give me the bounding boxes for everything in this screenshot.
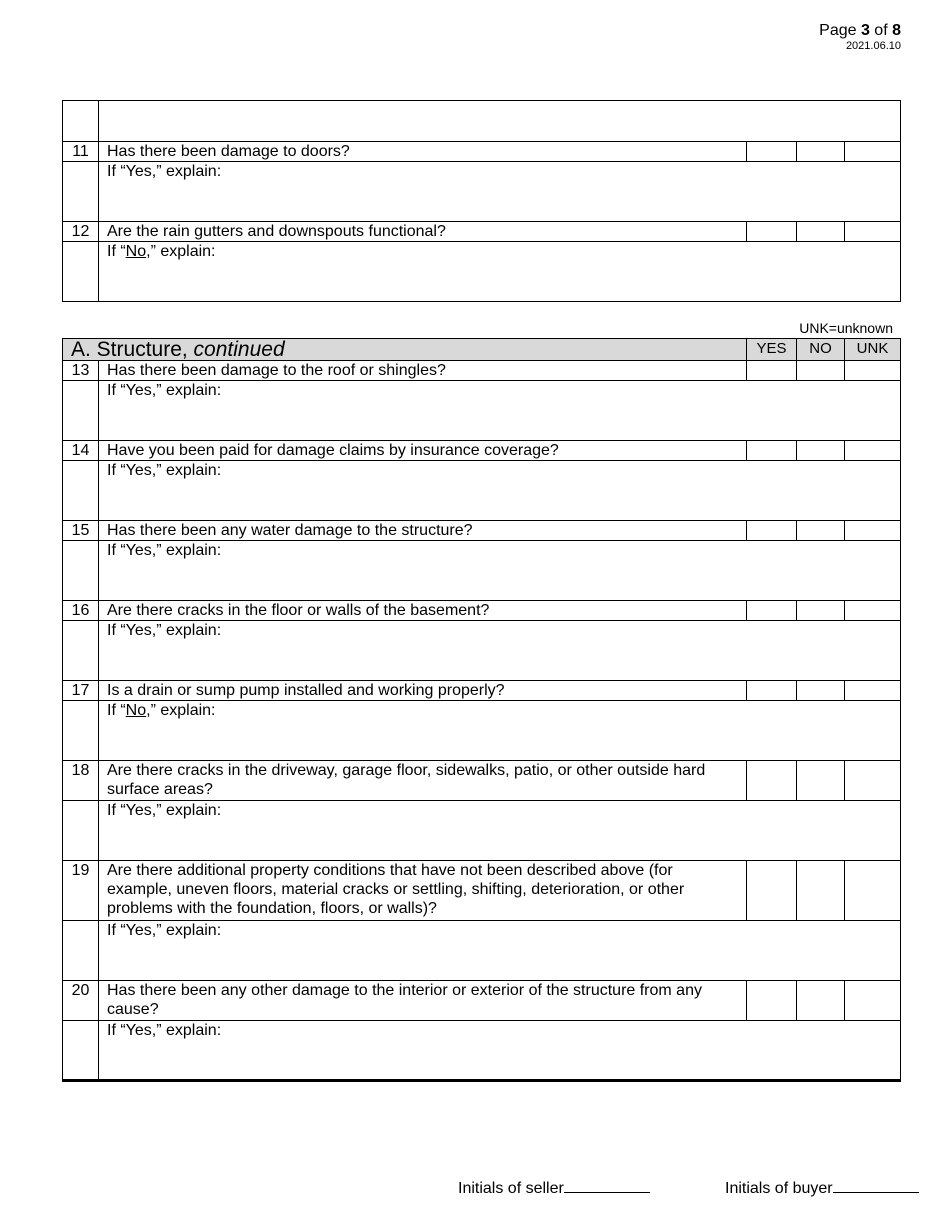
question-row	[63, 601, 901, 621]
explain-row	[63, 801, 901, 861]
no-checkbox[interactable]	[797, 761, 845, 801]
question-row	[63, 361, 901, 381]
explain-row	[63, 921, 901, 981]
unk-checkbox[interactable]	[845, 681, 901, 701]
unk-checkbox[interactable]	[845, 361, 901, 381]
explain-label: If “Yes,” explain:	[107, 382, 222, 399]
explain-field[interactable]	[99, 701, 901, 761]
unk-checkbox[interactable]	[845, 601, 901, 621]
no-checkbox[interactable]	[797, 142, 845, 162]
question-row	[63, 761, 901, 801]
explain-field[interactable]	[99, 921, 901, 981]
question-row	[63, 142, 901, 162]
explain-row	[63, 242, 901, 302]
yes-checkbox[interactable]	[747, 981, 797, 1021]
explain-row	[63, 162, 901, 222]
explain-row	[63, 541, 901, 601]
no-checkbox[interactable]	[797, 981, 845, 1021]
explain-field[interactable]	[99, 541, 901, 601]
explain-label: If “Yes,” explain:	[107, 462, 222, 479]
no-checkbox[interactable]	[797, 861, 845, 921]
buyer-initials	[725, 1178, 919, 1198]
col-yes-header: YES	[747, 339, 797, 361]
question-text: Are there cracks in the driveway, garage floor, sidewalks, patio, or other outside hard surface areas?	[99, 761, 747, 801]
explain-label: If “No,” explain:	[107, 243, 216, 260]
explain-row	[63, 621, 901, 681]
question-row	[63, 222, 901, 242]
explain-field[interactable]	[99, 801, 901, 861]
explain-row	[63, 381, 901, 441]
question-number: 20	[63, 981, 99, 1021]
yes-checkbox[interactable]	[747, 681, 797, 701]
no-checkbox[interactable]	[797, 441, 845, 461]
col-unk-header: UNK	[845, 339, 901, 361]
explain-row	[63, 701, 901, 761]
explain-label: If “Yes,” explain:	[107, 163, 222, 180]
unk-checkbox[interactable]	[845, 222, 901, 242]
page-number: Page 3 of 8	[819, 22, 901, 39]
explain-field[interactable]	[99, 162, 901, 222]
page-header	[819, 22, 901, 52]
question-text: Are there additional property conditions that have not been described above (for example, uneven floors, material cracks or settling, shifting, deterioration, or other problems with the foundation, floors, or walls)?	[99, 861, 747, 921]
question-row	[63, 521, 901, 541]
question-text: Are there cracks in the floor or walls of the basement?	[99, 601, 747, 621]
question-number: 19	[63, 861, 99, 921]
yes-checkbox[interactable]	[747, 222, 797, 242]
section-title: A. Structure, continued	[63, 339, 747, 361]
explain-label: If “Yes,” explain:	[107, 802, 222, 819]
explain-field[interactable]	[99, 381, 901, 441]
question-number: 13	[63, 361, 99, 381]
unk-checkbox[interactable]	[845, 142, 901, 162]
explain-field[interactable]	[99, 1021, 901, 1081]
yes-checkbox[interactable]	[747, 601, 797, 621]
question-text: Has there been any water damage to the structure?	[99, 521, 747, 541]
no-checkbox[interactable]	[797, 601, 845, 621]
explain-field[interactable]	[99, 242, 901, 302]
question-number: 17	[63, 681, 99, 701]
seller-initials-field[interactable]	[564, 1178, 650, 1193]
explain-field[interactable]	[99, 461, 901, 521]
yes-checkbox[interactable]	[747, 861, 797, 921]
yes-checkbox[interactable]	[747, 142, 797, 162]
question-text: Is a drain or sump pump installed and working properly?	[99, 681, 747, 701]
no-checkbox[interactable]	[797, 222, 845, 242]
explain-field[interactable]	[99, 621, 901, 681]
explain-label: If “Yes,” explain:	[107, 1022, 222, 1039]
question-row	[63, 981, 901, 1021]
question-number: 14	[63, 441, 99, 461]
question-row	[63, 441, 901, 461]
question-text: Have you been paid for damage claims by insurance coverage?	[99, 441, 747, 461]
unk-checkbox[interactable]	[845, 521, 901, 541]
buyer-initials-field[interactable]	[833, 1178, 919, 1193]
unk-checkbox[interactable]	[845, 861, 901, 921]
unk-checkbox[interactable]	[845, 981, 901, 1021]
question-text: Has there been any other damage to the interior or exterior of the structure from any cause?	[99, 981, 747, 1021]
explain-row	[63, 1021, 901, 1081]
explain-label: If “Yes,” explain:	[107, 922, 222, 939]
explain-label: If “No,” explain:	[107, 702, 216, 719]
form-version-date: 2021.06.10	[845, 40, 901, 52]
question-row	[63, 861, 901, 921]
question-number: 18	[63, 761, 99, 801]
yes-checkbox[interactable]	[747, 441, 797, 461]
explain-label: If “Yes,” explain:	[107, 622, 222, 639]
unk-legend: UNK=unknown	[799, 320, 893, 336]
question-row	[63, 681, 901, 701]
no-checkbox[interactable]	[797, 681, 845, 701]
section-header	[63, 339, 901, 361]
question-text: Has there been damage to doors?	[99, 142, 747, 162]
no-checkbox[interactable]	[797, 361, 845, 381]
col-no-header: NO	[797, 339, 845, 361]
explain-label: If “Yes,” explain:	[107, 542, 222, 559]
explain-row	[63, 461, 901, 521]
yes-checkbox[interactable]	[747, 761, 797, 801]
no-checkbox[interactable]	[797, 521, 845, 541]
unk-checkbox[interactable]	[845, 761, 901, 801]
question-number: 11	[63, 142, 99, 162]
unk-checkbox[interactable]	[845, 441, 901, 461]
seller-initials	[458, 1178, 650, 1198]
question-number: 16	[63, 601, 99, 621]
question-number: 12	[63, 222, 99, 242]
buyer-initials-label: Initials of buyer	[725, 1180, 833, 1197]
structure-table-carryover	[62, 100, 901, 302]
yes-checkbox[interactable]	[747, 361, 797, 381]
question-text: Are the rain gutters and downspouts functional?	[99, 222, 747, 242]
yes-checkbox[interactable]	[747, 521, 797, 541]
question-number: 15	[63, 521, 99, 541]
seller-initials-label: Initials of seller	[458, 1180, 564, 1197]
structure-table	[62, 338, 901, 1082]
blank-row	[63, 101, 901, 142]
question-text: Has there been damage to the roof or shingles?	[99, 361, 747, 381]
